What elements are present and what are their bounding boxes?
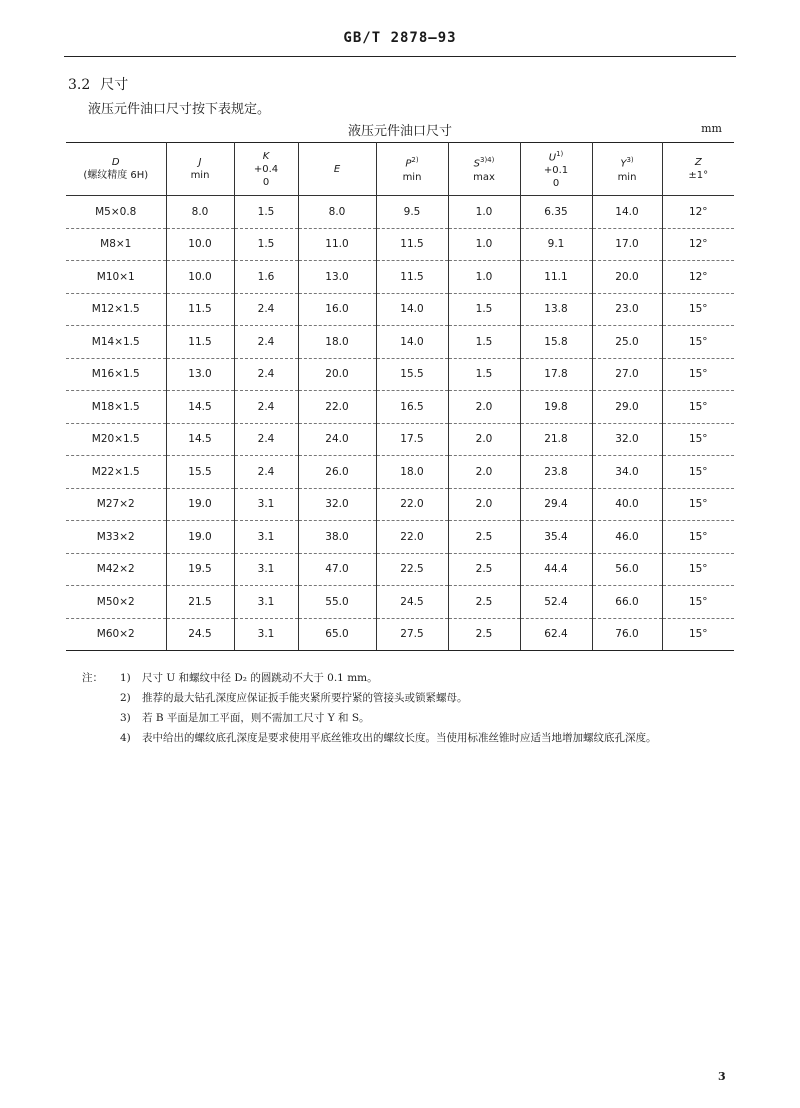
- table-unit: mm: [701, 122, 722, 135]
- column-qualifier: min: [402, 171, 422, 183]
- dimension-cell: 27.5: [376, 618, 448, 651]
- table-row: [66, 326, 734, 359]
- thread-size-cell: M8×1: [66, 228, 166, 261]
- dimension-cell: 15.5: [166, 456, 234, 489]
- note-number: 2): [120, 692, 131, 704]
- dimension-cell: 3.1: [234, 618, 298, 651]
- dimension-cell: 3.1: [234, 521, 298, 554]
- dimension-cell: 19.8: [520, 391, 592, 424]
- dimension-cell: 15°: [662, 358, 734, 391]
- column-qualifier: +0.1 0: [543, 165, 569, 190]
- dimension-cell: 10.0: [166, 228, 234, 261]
- thread-size-cell: M22×1.5: [66, 456, 166, 489]
- dimension-cell: 24.0: [298, 423, 376, 456]
- dimension-cell: 12°: [662, 228, 734, 261]
- dimension-cell: 1.0: [448, 261, 520, 294]
- port-dimensions-table: [66, 142, 734, 651]
- note-number: 3): [120, 712, 131, 724]
- dimension-cell: 14.0: [376, 293, 448, 326]
- dimension-cell: 44.4: [520, 553, 592, 586]
- standard-number-header: GB/T 2878—93: [343, 30, 457, 46]
- dimension-cell: 2.5: [448, 553, 520, 586]
- dimension-cell: 10.0: [166, 261, 234, 294]
- dimension-cell: 15°: [662, 423, 734, 456]
- dimension-cell: 1.5: [448, 293, 520, 326]
- dimension-cell: 16.0: [298, 293, 376, 326]
- dimension-cell: 11.5: [166, 293, 234, 326]
- dimension-cell: 17.8: [520, 358, 592, 391]
- dimension-cell: 2.4: [234, 456, 298, 489]
- table-row: [66, 618, 734, 651]
- column-symbol: K: [262, 150, 270, 162]
- dimension-cell: 32.0: [298, 488, 376, 521]
- note-text: 尺寸 U 和螺纹中径 D₂ 的圆跳动不大于 0.1 mm。: [142, 672, 378, 684]
- dimension-cell: 52.4: [520, 586, 592, 619]
- column-footnote-ref: 2): [411, 156, 419, 165]
- dimension-cell: 21.5: [166, 586, 234, 619]
- dimension-cell: 13.8: [520, 293, 592, 326]
- note-number: 4): [120, 732, 131, 744]
- section-number: 3.2: [68, 77, 91, 93]
- dimension-cell: 66.0: [592, 586, 662, 619]
- dimension-cell: 3.1: [234, 553, 298, 586]
- dimension-cell: 1.0: [448, 196, 520, 229]
- dimension-cell: 46.0: [592, 521, 662, 554]
- dimension-cell: 2.0: [448, 391, 520, 424]
- dimension-cell: 2.5: [448, 618, 520, 651]
- dimension-cell: 2.4: [234, 326, 298, 359]
- header-rule: [64, 56, 736, 57]
- dimension-cell: 25.0: [592, 326, 662, 359]
- dimension-cell: 8.0: [298, 196, 376, 229]
- dimension-cell: 19.5: [166, 553, 234, 586]
- table-row: [66, 358, 734, 391]
- dimension-cell: 55.0: [298, 586, 376, 619]
- dimension-cell: 1.5: [448, 326, 520, 359]
- table-row: [66, 488, 734, 521]
- dimension-cell: 14.0: [592, 196, 662, 229]
- dimension-cell: 34.0: [592, 456, 662, 489]
- dimension-cell: 24.5: [376, 586, 448, 619]
- section-title: 尺寸: [100, 77, 129, 93]
- dimension-cell: 15°: [662, 553, 734, 586]
- dimension-cell: 15°: [662, 456, 734, 489]
- dimension-cell: 29.0: [592, 391, 662, 424]
- dimension-cell: 26.0: [298, 456, 376, 489]
- thread-size-cell: M16×1.5: [66, 358, 166, 391]
- column-qualifier: (螺纹精度 6H): [83, 170, 149, 181]
- dimension-cell: 27.0: [592, 358, 662, 391]
- dimension-cell: 17.5: [376, 423, 448, 456]
- table-row: [66, 521, 734, 554]
- note-item: [82, 728, 742, 748]
- column-symbol: $P^{2)}$: [405, 156, 419, 170]
- dimension-cell: 14.5: [166, 423, 234, 456]
- dimension-cell: 2.0: [448, 488, 520, 521]
- dimension-cell: 1.6: [234, 261, 298, 294]
- column-qualifier: max: [473, 171, 495, 183]
- dimension-cell: 15°: [662, 488, 734, 521]
- thread-size-cell: M50×2: [66, 586, 166, 619]
- note-item: [82, 708, 742, 728]
- dimension-cell: 15.8: [520, 326, 592, 359]
- dimension-cell: 32.0: [592, 423, 662, 456]
- thread-size-cell: M60×2: [66, 618, 166, 651]
- table-row: [66, 391, 734, 424]
- section-heading: [68, 74, 128, 94]
- dimension-cell: 22.0: [376, 488, 448, 521]
- column-header: [592, 143, 662, 196]
- dimension-cell: 14.5: [166, 391, 234, 424]
- dimension-cell: 13.0: [166, 358, 234, 391]
- column-qualifier: min: [190, 170, 210, 181]
- column-symbol: $U^{1)}$: [548, 149, 564, 164]
- column-footnote-ref: 1): [556, 149, 564, 158]
- column-symbol: Z: [694, 157, 702, 168]
- column-header: [376, 143, 448, 196]
- dimension-cell: 2.4: [234, 358, 298, 391]
- column-symbol: $S^{3)4)}$: [473, 156, 495, 170]
- thread-size-cell: M10×1: [66, 261, 166, 294]
- dimension-cell: 15°: [662, 586, 734, 619]
- note-number: 1): [120, 672, 131, 684]
- column-qualifier: ±1°: [688, 170, 709, 181]
- dimension-cell: 40.0: [592, 488, 662, 521]
- thread-size-cell: M27×2: [66, 488, 166, 521]
- dimension-cell: 15°: [662, 618, 734, 651]
- dimension-cell: 62.4: [520, 618, 592, 651]
- dimension-cell: 15°: [662, 326, 734, 359]
- dimension-cell: 12°: [662, 261, 734, 294]
- dimension-cell: 12°: [662, 196, 734, 229]
- dimension-cell: 1.5: [234, 196, 298, 229]
- dimension-cell: 3.1: [234, 488, 298, 521]
- dimension-cell: 2.0: [448, 423, 520, 456]
- column-qualifier: min: [617, 171, 637, 183]
- notes-block: [82, 668, 742, 748]
- dimension-cell: 19.0: [166, 488, 234, 521]
- dimension-cell: 2.4: [234, 293, 298, 326]
- note-text: 推荐的最大钻孔深度应保证扳手能夹紧所要拧紧的管接头或锁紧螺母。: [142, 692, 468, 704]
- dimension-cell: 24.5: [166, 618, 234, 651]
- dimension-cell: 18.0: [376, 456, 448, 489]
- thread-size-cell: M18×1.5: [66, 391, 166, 424]
- thread-size-cell: M5×0.8: [66, 196, 166, 229]
- table-caption: 液压元件油口尺寸: [347, 124, 452, 139]
- dimension-cell: 18.0: [298, 326, 376, 359]
- thread-size-cell: M33×2: [66, 521, 166, 554]
- notes-lead: 注：: [82, 672, 103, 684]
- table-row: [66, 228, 734, 261]
- column-qualifier: +0.4 0: [253, 163, 279, 188]
- dimension-cell: 38.0: [298, 521, 376, 554]
- dimension-cell: 29.4: [520, 488, 592, 521]
- dimension-cell: 6.35: [520, 196, 592, 229]
- dimension-cell: 1.0: [448, 228, 520, 261]
- column-header: [662, 143, 734, 196]
- dimension-cell: 76.0: [592, 618, 662, 651]
- dimension-cell: 13.0: [298, 261, 376, 294]
- dimension-cell: 8.0: [166, 196, 234, 229]
- page-number: 3: [718, 1070, 726, 1083]
- column-header: [234, 143, 298, 196]
- column-symbol: J: [198, 157, 202, 168]
- dimension-cell: 1.5: [234, 228, 298, 261]
- dimension-cell: 11.0: [298, 228, 376, 261]
- dimension-cell: 2.4: [234, 391, 298, 424]
- note-item: [82, 688, 742, 708]
- dimension-cell: 23.0: [592, 293, 662, 326]
- table-row: [66, 456, 734, 489]
- thread-size-cell: M12×1.5: [66, 293, 166, 326]
- table-row: [66, 423, 734, 456]
- dimension-cell: 11.5: [166, 326, 234, 359]
- column-header: [520, 143, 592, 196]
- dimension-cell: 47.0: [298, 553, 376, 586]
- dimension-cell: 11.5: [376, 261, 448, 294]
- dimension-cell: 1.5: [448, 358, 520, 391]
- dimension-cell: 22.5: [376, 553, 448, 586]
- dimension-cell: 15.5: [376, 358, 448, 391]
- dimension-cell: 15°: [662, 391, 734, 424]
- column-header: [66, 143, 166, 196]
- dimension-cell: 2.4: [234, 423, 298, 456]
- table-row: [66, 553, 734, 586]
- column-footnote-ref: 3)4): [479, 156, 495, 165]
- thread-size-cell: M42×2: [66, 553, 166, 586]
- dimension-cell: 9.1: [520, 228, 592, 261]
- table-row: [66, 261, 734, 294]
- dimension-cell: 65.0: [298, 618, 376, 651]
- dimension-cell: 56.0: [592, 553, 662, 586]
- dimension-cell: 20.0: [298, 358, 376, 391]
- column-header: [298, 143, 376, 196]
- dimension-cell: 2.0: [448, 456, 520, 489]
- dimension-cell: 22.0: [376, 521, 448, 554]
- note-text: 表中给出的螺纹底孔深度是要求使用平底丝锥攻出的螺纹长度。当使用标准丝锥时应适当地增加螺纹底孔深度。: [142, 732, 657, 744]
- section-intro: 液压元件油口尺寸按下表规定。: [88, 102, 271, 117]
- dimension-cell: 2.5: [448, 586, 520, 619]
- dimension-cell: 21.8: [520, 423, 592, 456]
- dimension-cell: 9.5: [376, 196, 448, 229]
- dimension-cell: 35.4: [520, 521, 592, 554]
- table-header-row: [66, 143, 734, 196]
- dimension-cell: 22.0: [298, 391, 376, 424]
- dimension-cell: 14.0: [376, 326, 448, 359]
- thread-size-cell: M14×1.5: [66, 326, 166, 359]
- table-row: [66, 586, 734, 619]
- dimension-cell: 19.0: [166, 521, 234, 554]
- table-body: [66, 196, 734, 651]
- table-row: [66, 293, 734, 326]
- column-header: [166, 143, 234, 196]
- note-item: [82, 668, 742, 688]
- column-footnote-ref: 3): [626, 156, 634, 165]
- dimension-cell: 3.1: [234, 586, 298, 619]
- dimension-cell: 11.5: [376, 228, 448, 261]
- column-symbol: D: [111, 157, 120, 168]
- dimension-cell: 20.0: [592, 261, 662, 294]
- dimension-cell: 2.5: [448, 521, 520, 554]
- dimension-cell: 23.8: [520, 456, 592, 489]
- column-symbol: $Y^{3)}$: [620, 156, 634, 170]
- dimension-cell: 17.0: [592, 228, 662, 261]
- column-header: [448, 143, 520, 196]
- dimension-cell: 15°: [662, 293, 734, 326]
- table-row: [66, 196, 734, 229]
- note-text: 若 B 平面是加工平面，则不需加工尺寸 Y 和 S。: [142, 712, 370, 724]
- column-symbol: E: [333, 163, 341, 175]
- thread-size-cell: M20×1.5: [66, 423, 166, 456]
- dimension-cell: 16.5: [376, 391, 448, 424]
- dimension-cell: 11.1: [520, 261, 592, 294]
- dimension-cell: 15°: [662, 521, 734, 554]
